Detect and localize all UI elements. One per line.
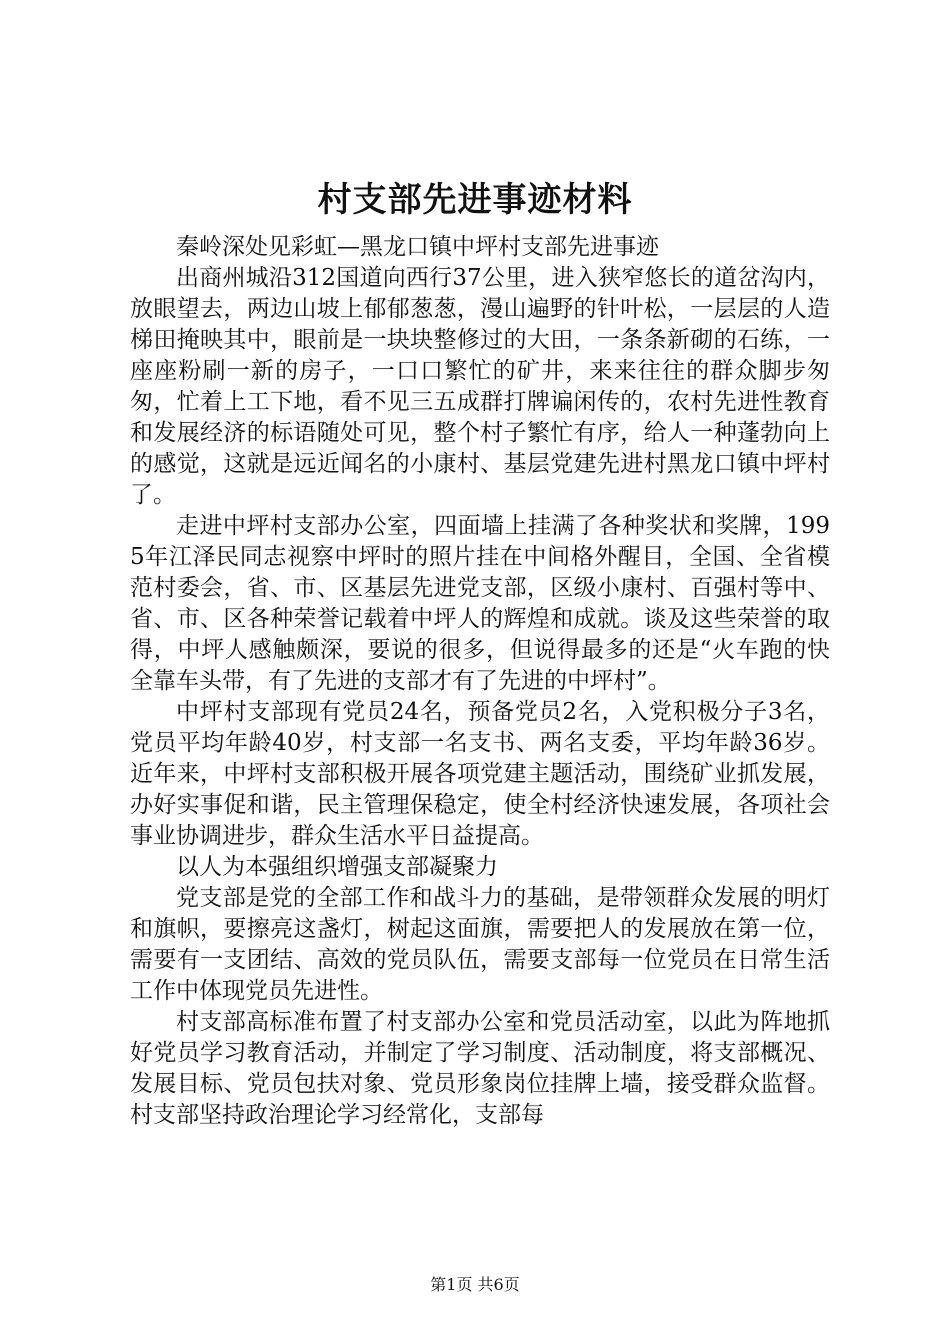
body-paragraph: 村支部高标准布置了村支部办公室和党员活动室，以此为阵地抓好党员学习教育活动，并制定了学习制度、活动制度，将支部概况、发展目标、党员包扶对象、党员形象岗位挂牌上墙，接受群众监督。村支部坚持政治理论学习经常化，支部每: [130, 1009, 830, 1128]
body-paragraph: 出商州城沿312国道向西行37公里，进入狭窄悠长的道岔沟内，放眼望去，两边山坡上郁郁葱葱，漫山遍野的针叶松，一层层的人造梯田掩映其中，眼前是一块块整修过的大田，一条条新砌的石练，一座座粉刷一新的房子，一口口繁忙的矿井，来来往往的群众脚步匆匆，忙着上工下地，看不见三五成群打牌谝闲传的，农村先进性教育和发展经济的标语随处可见，整个村子繁忙有序，给人一种蓬勃向上的感觉，这就是远近闻名的小康村、基层党建先进村黑龙口镇中坪村了。: [130, 265, 830, 508]
body-paragraph: 走进中坪村支部办公室，四面墙上挂满了各种奖状和奖牌，1995年江泽民同志视察中坪时的照片挂在中间格外醒目，全国、全省模范村委会，省、市、区基层先进党支部，区级小康村、百强村等中、省、市、区各种荣誉记载着中坪人的辉煌和成就。谈及这些荣誉的取得，中坪人感触颇深，要说的很多，但说得最多的还是“火车跑的快全靠车头带，有了先进的支部才有了先进的中坪村”。: [130, 513, 830, 694]
section-heading: 以人为本强组织增强支部凝聚力: [176, 854, 498, 880]
document-body: [130, 232, 830, 1131]
body-paragraph: 中坪村支部现有党员24名，预备党员2名，入党积极分子3名，党员平均年龄40岁，村支部一名支书、两名支委，平均年龄36岁。近年来，中坪村支部积极开展各项党建主题活动，围绕矿业抓发展，办好实事促和谐，民主管理保稳定，使全村经济快速发展，各项社会事业协调进步，群众生活水平日益提高。: [130, 699, 830, 849]
document-title: 村支部先进事迹材料: [317, 180, 633, 220]
subtitle-paragraph: 秦岭深处见彩虹—黑龙口镇中坪村支部先进事迹: [176, 234, 659, 260]
page-footer: 第1页 共6页: [430, 1275, 520, 1294]
body-paragraph: 党支部是党的全部工作和战斗力的基础，是带领群众发展的明灯和旗帜，要擦亮这盏灯，树起这面旗，需要把人的发展放在第一位，需要有一支团结、高效的党员队伍，需要支部每一位党员在日常生活工作中体现党员先进性。: [130, 885, 830, 1004]
